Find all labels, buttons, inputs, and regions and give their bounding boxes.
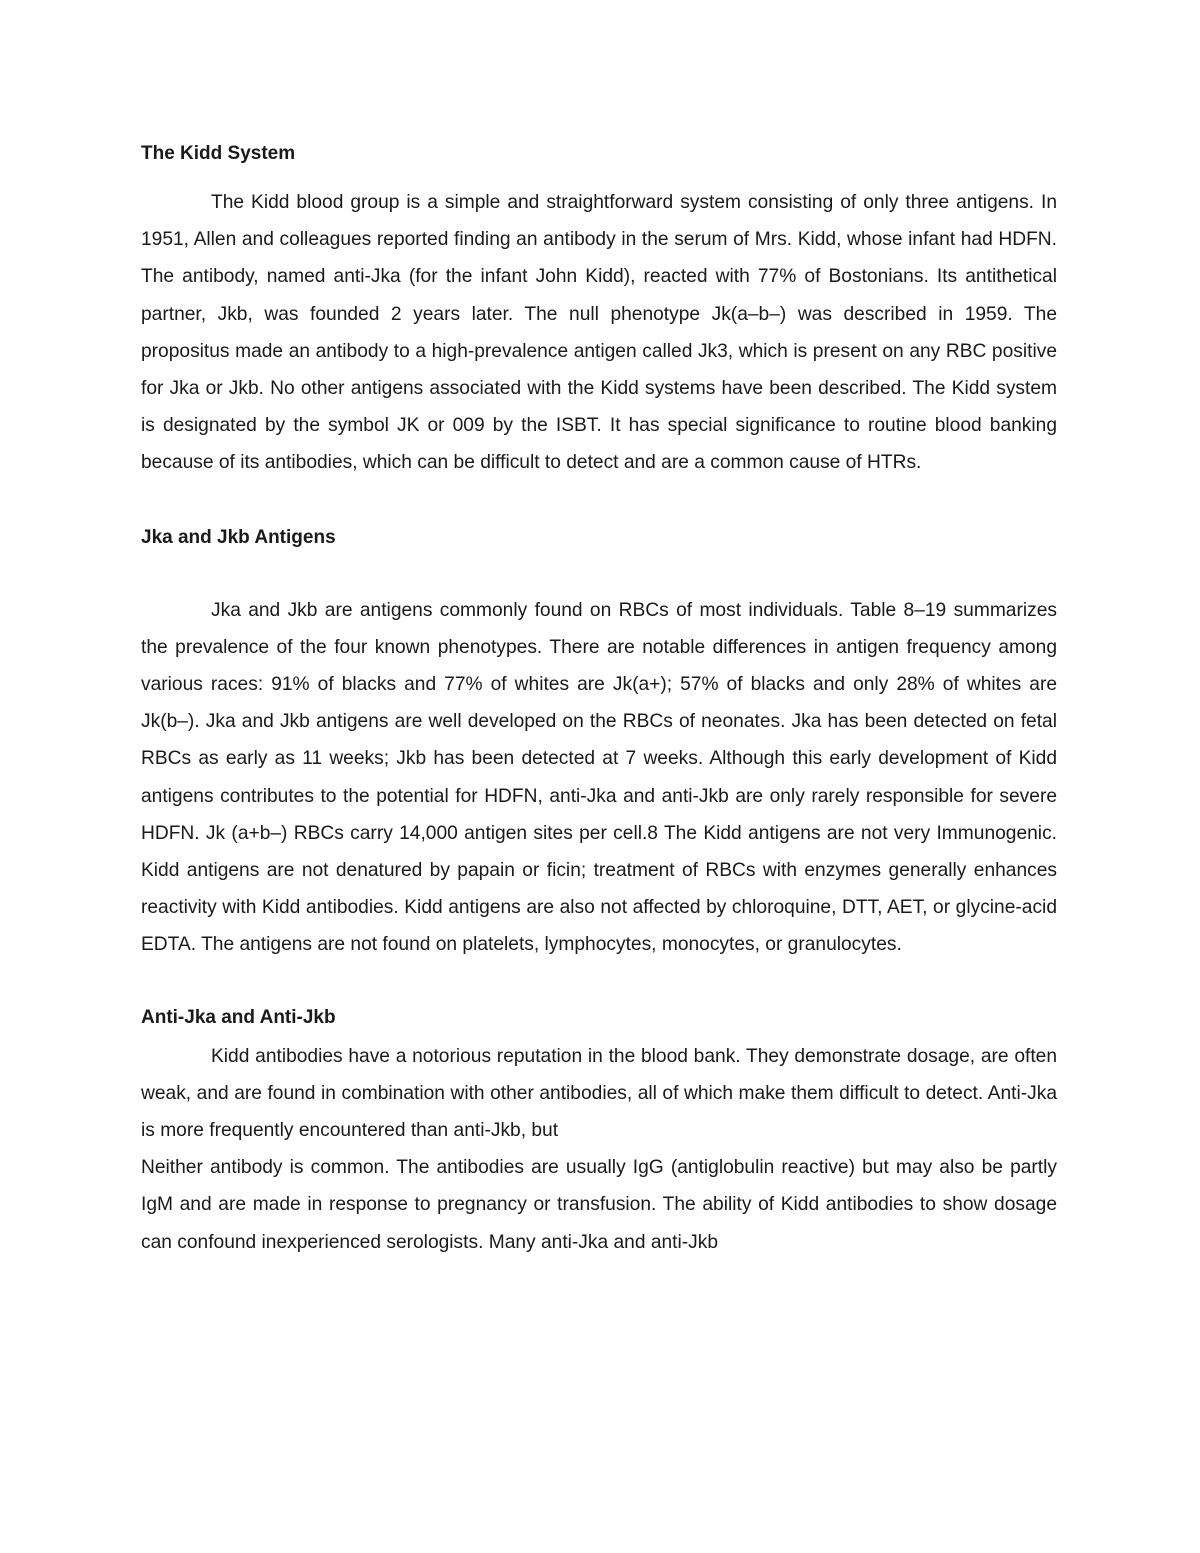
section-heading-anti-jka-anti-jkb: Anti-Jka and Anti-Jkb [141, 1006, 336, 1028]
section-paragraph-anti-jka-anti-jkb-part2: Neither antibody is common. The antibodies are usually IgG (antiglobulin reactive) but may also be partly IgM and are made in response to pregnancy or transfusion. The ability of Kidd antibodies to show dosage can confound inexperienced serologists. Many anti-Jka and anti-Jkb [141, 1157, 1057, 1253]
section-paragraph-anti-jka-anti-jkb-part1: Kidd antibodies have a notorious reputation in the blood bank. They demonstrate dosage, are often weak, and are found in combination with other antibodies, all of which make them difficult to detect. Anti-Jka is more frequently encountered than anti-Jkb, but [141, 1045, 1057, 1142]
section-heading-kidd-system: The Kidd System [141, 143, 296, 164]
document-page [141, 138, 1057, 1261]
section-heading-jka-jkb-antigens: Jka and Jkb Antigens [141, 526, 336, 548]
section-paragraph-kidd-system: The Kidd blood group is a simple and straightforward system consisting of only three antigens. In 1951, Allen and colleagues reported finding an antibody in the serum of Mrs. Kidd, whose infant had HDFN. The antibody, named anti-Jka (for the infant John Kidd), reacted with 77% of Bostonians. Its antithetical partner, Jkb, was founded 2 years later. The null phenotype Jk(a–b–) was described in 1959. The propositus made an antibody to a high-prevalence antigen called Jk3, which is present on any RBC positive for Jka or Jkb. No other antigens associated with the Kidd systems have been described. The Kidd system is designated by the symbol JK or 009 by the ISBT. It has special significance to routine blood banking because of its antibodies, which can be difficult to detect and are a common cause of HTRs. [141, 192, 1057, 474]
section-paragraph-jka-jkb-antigens: Jka and Jkb are antigens commonly found on RBCs of most individuals. Table 8–19 summarizes the prevalence of the four known phenotypes. There are notable differences in antigen frequency among various races: 91% of blacks and 77% of whites are Jk(a+); 57% of blacks and only 28% of whites are Jk(b–). Jka and Jkb antigens are well developed on the RBCs of neonates. Jka has been detected on fetal RBCs as early as 11 weeks; Jkb has been detected at 7 weeks. Although this early development of Kidd antigens contributes to the potential for HDFN, anti-Jka and anti-Jkb are only rarely responsible for severe HDFN. Jk (a+b–) RBCs carry 14,000 antigen sites per cell.8 The Kidd antigens are not very Immunogenic. Kidd antigens are not denatured by papain or ficin; treatment of RBCs with enzymes generally enhances reactivity with Kidd antibodies. Kidd antigens are also not affected by chloroquine, DTT, AET, or glycine-acid EDTA. The antigens are not found on platelets, lymphocytes, monocytes, or granulocytes. [141, 599, 1057, 956]
